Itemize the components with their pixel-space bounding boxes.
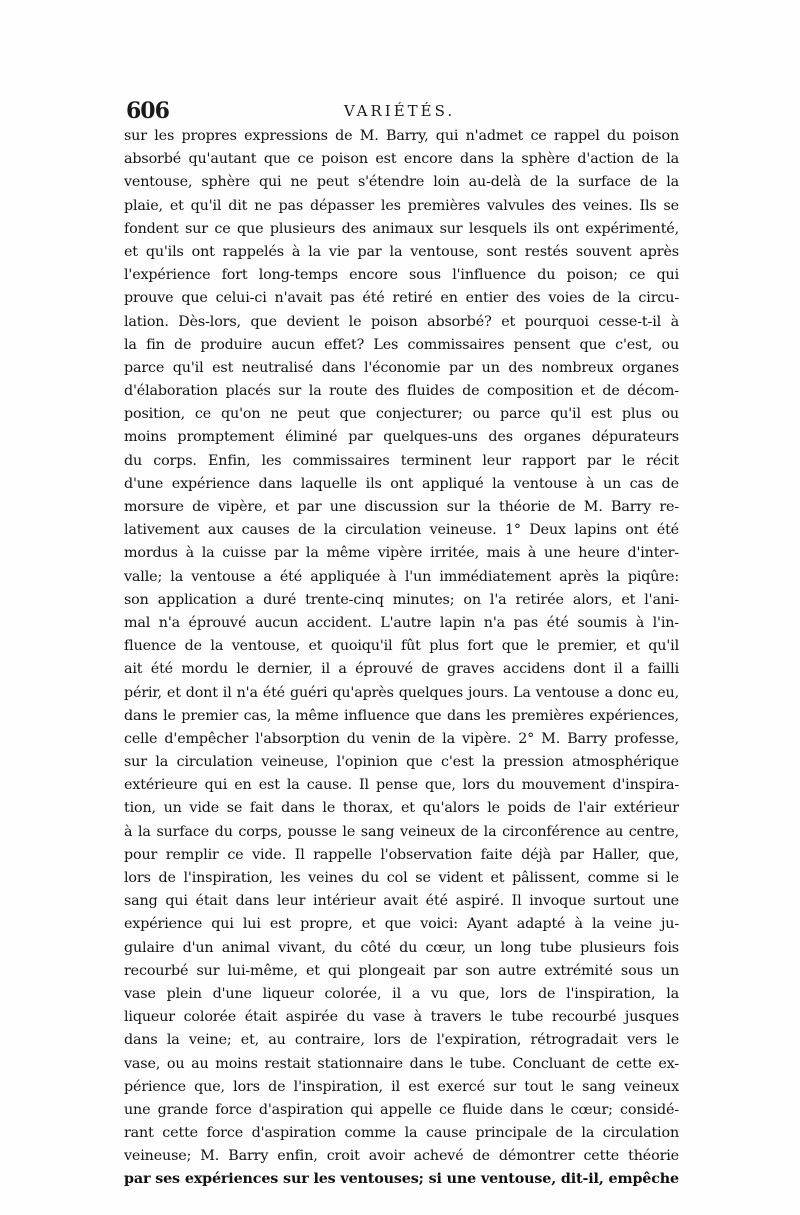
body-text (124, 125, 679, 1192)
text-line: à la surface du corps, pousse le sang veineux de la circonférence au centre, (124, 823, 679, 840)
text-line: dans le premier cas, la même influence que dans les premières expériences, (124, 707, 679, 724)
text-line: tion, un vide se fait dans le thorax, et qu'alors le poids de l'air extérieur (124, 800, 679, 817)
text-line: d'élaboration placés sur la route des fluides de composition et de décom- (124, 383, 679, 400)
text-line: prouve que celui-ci n'avait pas été retiré en entier des voies de la circu- (124, 290, 679, 307)
text-line: recourbé sur lui-même, et qui plongeait par son autre extrémité sous un (124, 962, 679, 979)
text-line: d'une expérience dans laquelle ils ont appliqué la ventouse à un cas de (124, 475, 679, 492)
text-line: et qu'ils ont rappelés à la vie par la ventouse, sont restés souvent après (124, 243, 679, 260)
text-line: périence que, lors de l'inspiration, il est exercé sur tout le sang veineux (124, 1078, 679, 1095)
text-line: sur les propres expressions de M. Barry, qui n'admet ce rappel du poison (124, 128, 679, 144)
text-line: veineuse; M. Barry enfin, croit avoir achevé de démontrer cette théorie (124, 1148, 679, 1165)
text-line: dans la veine; et, au contraire, lors de l'expiration, rétrogradait vers le (124, 1032, 679, 1049)
text-line: vase plein d'une liqueur colorée, il a vu que, lors de l'inspiration, la (124, 985, 679, 1002)
text-line: mal n'a éprouvé aucun accident. L'autre lapin n'a pas été soumis à l'in- (124, 614, 679, 631)
text-line: la fin de produire aucun effet? Les commissaires pensent que c'est, ou (124, 336, 679, 353)
text-line: lation. Dès-lors, que devient le poison absorbé? et pourquoi cesse-t-il à (124, 313, 679, 330)
page-number: 606 (126, 98, 169, 124)
text-line: moins promptement éliminé par quelques-uns des organes dépurateurs (124, 429, 679, 446)
text-line: morsure de vipère, et par une discussion sur la théorie de M. Barry re- (124, 499, 679, 515)
text-line: sang qui était dans leur intérieur avait été aspiré. Il invoque surtout une (124, 893, 679, 910)
text-line: position, ce qu'on ne peut que conjecturer; ou parce qu'il est plus ou (124, 406, 679, 423)
text-line: plaie, et qu'il dit ne pas dépasser les premières valvules des veines. Ils se (124, 197, 679, 214)
text-line: lativement aux causes de la circulation veineuse. 1° Deux lapins ont été (124, 522, 679, 539)
text-line: l'expérience fort long-temps encore sous l'influence du poison; ce qui (124, 267, 679, 284)
text-line: vase, ou au moins restait stationnaire dans le tube. Concluant de cette ex- (124, 1055, 679, 1072)
text-line: absorbé qu'autant que ce poison est encore dans la sphère d'action de la (124, 151, 679, 168)
text-line: expérience qui lui est propre, et que voici: Ayant adapté à la veine ju- (124, 916, 679, 933)
text-line: une grande force d'aspiration qui appelle ce fluide dans le cœur; considé- (124, 1101, 679, 1118)
text-line: ventouse, sphère qui ne peut s'étendre loin au-delà de la surface de la (124, 174, 679, 191)
text-line: du corps. Enfin, les commissaires terminent leur rapport par le récit (124, 452, 679, 469)
text-line: sur la circulation veineuse, l'opinion que c'est la pression atmosphérique (124, 754, 679, 771)
text-line: liqueur colorée était aspirée du vase à travers le tube recourbé jusques (124, 1009, 679, 1026)
text-line: parce qu'il est neutralisé dans l'économie par un des nombreux organes (124, 359, 679, 376)
text-line: ait été mordu le dernier, il a éprouvé de graves accidens dont il a failli (124, 661, 679, 678)
text-line: rant cette force d'aspiration comme la cause principale de la circulation (124, 1125, 679, 1142)
text-line: celle d'empêcher l'absorption du venin de la vipère. 2° M. Barry professe, (124, 730, 679, 747)
text-line: gulaire d'un animal vivant, du côté du cœur, un long tube plusieurs fois (124, 939, 679, 956)
text-line: lors de l'inspiration, les veines du col se vident et pâlissent, comme si le (124, 870, 679, 886)
text-line: par ses expériences sur les ventouses; si une ventouse, dit-il, empêche (124, 1171, 679, 1188)
text-line: mordus à la cuisse par la même vipère irritée, mais à une heure d'inter- (124, 545, 679, 562)
text-line: valle; la ventouse a été appliquée à l'un immédiatement après la piqûre: (124, 568, 679, 585)
text-line: son application a duré trente-cinq minutes; on l'a retirée alors, et l'ani- (124, 591, 679, 608)
text-line: fluence de la ventouse, et quoiqu'il fût plus fort que le premier, et qu'il (124, 638, 679, 655)
page-header (122, 98, 677, 126)
text-line: fondent sur ce que plusieurs des animaux sur lesquels ils ont expérimenté, (124, 220, 679, 237)
text-line: pour remplir ce vide. Il rappelle l'observation faite déjà par Haller, que, (124, 846, 679, 863)
text-line: périr, et dont il n'a été guéri qu'après quelques jours. La ventouse a donc eu, (124, 684, 679, 701)
text-line: extérieure qui en est la cause. Il pense que, lors du mouvement d'inspira- (124, 777, 679, 794)
running-head: VARIÉTÉS. (343, 102, 456, 120)
